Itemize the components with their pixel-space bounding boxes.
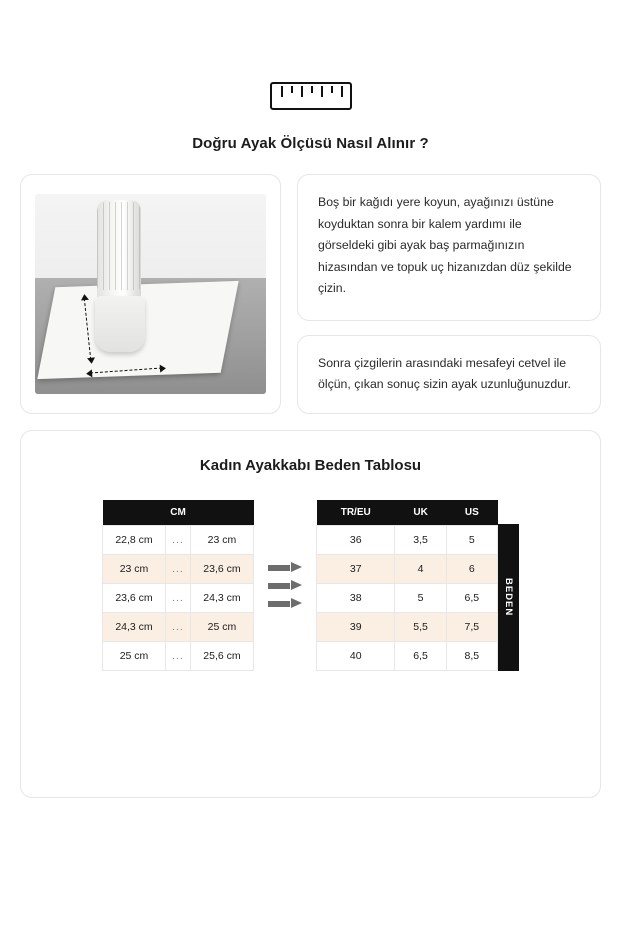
- beden-side-label: [498, 524, 519, 671]
- arrow-right-icon: [268, 581, 302, 590]
- size-tr-eu: 38: [317, 583, 395, 612]
- cm-sep: ...: [166, 641, 191, 670]
- page-title: Doğru Ayak Ölçüsü Nasıl Alınır ?: [192, 135, 429, 152]
- foot-measure-illustration: [35, 194, 266, 394]
- cm-from: 25 cm: [103, 641, 166, 670]
- table-row: [103, 554, 254, 583]
- cm-table: [102, 500, 254, 671]
- instruction-card-1: Boş bir kağıdı yere koyun, ayağınızı üstüne koyduktan sonra bir kalem yardımı ile görseldeki gibi ayak baş parmağınızın hizasından ve topuk uç hizanızdan düz şekilde çizin.: [297, 174, 601, 321]
- size-header-uk: UK: [395, 500, 446, 526]
- table-row: [317, 583, 498, 612]
- arrow-right-icon: [268, 599, 302, 608]
- table-row: [103, 612, 254, 641]
- size-table: [316, 500, 498, 671]
- cm-from: 23 cm: [103, 554, 166, 583]
- size-us: 6: [446, 554, 497, 583]
- cm-table-header: CM: [103, 500, 254, 526]
- ruler-icon: [270, 82, 352, 110]
- table-row: [317, 641, 498, 670]
- table-row: [103, 583, 254, 612]
- cm-from: 22,8 cm: [103, 525, 166, 554]
- size-table-title: Kadın Ayakkabı Beden Tablosu: [199, 456, 422, 474]
- cm-to: 25,6 cm: [190, 641, 253, 670]
- size-tr-eu: 39: [317, 612, 395, 641]
- cm-to: 24,3 cm: [190, 583, 253, 612]
- cm-sep: ...: [166, 554, 191, 583]
- beden-side-label-text: BEDEN: [503, 577, 514, 617]
- instructions-row: [20, 174, 601, 414]
- size-tr-eu: 40: [317, 641, 395, 670]
- size-header-tr-eu: TR/EU: [317, 500, 395, 526]
- table-row: [103, 641, 254, 670]
- size-tr-eu: 37: [317, 554, 395, 583]
- foot: [95, 296, 145, 352]
- size-table-card: [20, 430, 601, 798]
- cm-sep: ...: [166, 525, 191, 554]
- instruction-text-column: [297, 174, 601, 414]
- sock-ribs: [97, 202, 141, 290]
- cm-to: 25 cm: [190, 612, 253, 641]
- size-uk: 5: [395, 583, 446, 612]
- table-row: [317, 612, 498, 641]
- illustration-card: [20, 174, 281, 414]
- table-row: [317, 554, 498, 583]
- arrow-right-icon: [268, 563, 302, 572]
- size-us: 7,5: [446, 612, 497, 641]
- cm-from: 23,6 cm: [103, 583, 166, 612]
- size-uk: 5,5: [395, 612, 446, 641]
- size-uk: 3,5: [395, 525, 446, 554]
- size-uk: 4: [395, 554, 446, 583]
- size-tr-eu: 36: [317, 525, 395, 554]
- cm-from: 24,3 cm: [103, 612, 166, 641]
- size-us: 6,5: [446, 583, 497, 612]
- ruler-icon-wrapper: [20, 0, 601, 110]
- table-row: [317, 525, 498, 554]
- conversion-arrows: [254, 563, 316, 608]
- instruction-card-2: Sonra çizgilerin arasındaki mesafeyi cetvel ile ölçün, çıkan sonuç sizin ayak uzunluğunuzdur.: [297, 335, 601, 414]
- size-us: 5: [446, 525, 497, 554]
- size-tables-wrapper: [37, 500, 584, 671]
- cm-to: 23 cm: [190, 525, 253, 554]
- table-row: [103, 525, 254, 554]
- cm-to: 23,6 cm: [190, 554, 253, 583]
- size-us: 8,5: [446, 641, 497, 670]
- size-uk: 6,5: [395, 641, 446, 670]
- cm-sep: ...: [166, 583, 191, 612]
- size-header-us: US: [446, 500, 497, 526]
- cm-sep: ...: [166, 612, 191, 641]
